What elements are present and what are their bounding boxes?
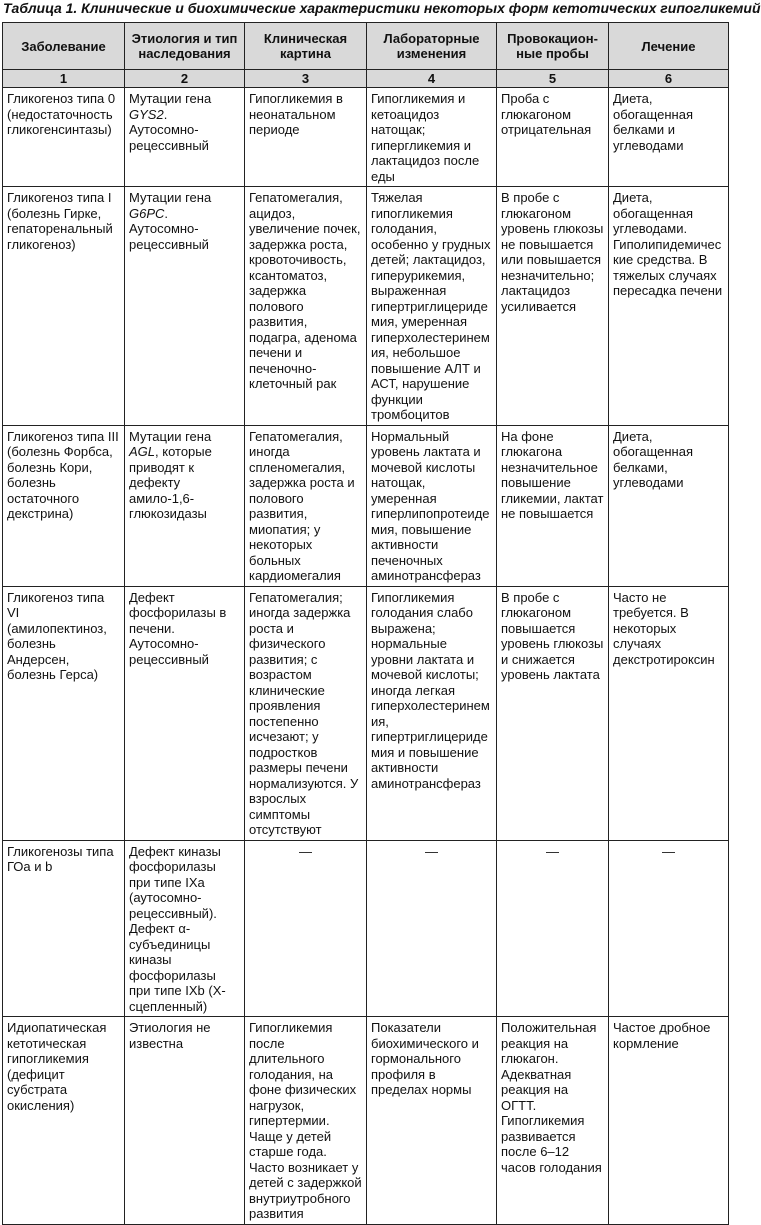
lab-cell: Гипогликемия голодания слабо выражена; нормальные уровни лактата и мочевой кислоты; иногда легкая гиперхолестеринемия, гипертриглицеридемия и повышение активности аминотрансфераз bbox=[367, 586, 497, 840]
treatment-cell: Диета, обогащенная белками и углеводами bbox=[609, 88, 729, 187]
clinical-cell: Гипогликемия после длительного голодания, на фоне физических нагрузок, гипертермии. Чаще у детей старше года. Часто возникает у детей с задержкой внутриутробного развития bbox=[245, 1017, 367, 1225]
tests-cell: Проба с глюкагоном отрицательная bbox=[497, 88, 609, 187]
column-number-row bbox=[3, 70, 729, 88]
table-row bbox=[3, 586, 729, 840]
etiology-cell bbox=[125, 88, 245, 187]
table-row bbox=[3, 1017, 729, 1225]
column-number: 4 bbox=[367, 70, 497, 88]
column-number: 3 bbox=[245, 70, 367, 88]
gene-name: G6PC bbox=[129, 205, 165, 221]
table-caption: Таблица 1. Клинические и биохимические характеристики некоторых форм кетотических гипогликемий bbox=[3, 0, 761, 16]
header-disease: Заболевание bbox=[3, 23, 125, 70]
etiology-prefix: Мутации гена bbox=[129, 428, 212, 444]
lab-cell: Тяжелая гипогликемия голодания, особенно у грудных детей; лактацидоз, гиперурикемия, выраженная гипертриглицеридемия, умеренная гиперхолестеринемия, небольшое повышение АЛТ и АСТ, нарушение функции тромбоцитов bbox=[367, 187, 497, 426]
gene-name: GYS2 bbox=[129, 106, 164, 122]
etiology-suffix: , которые приводят к дефекту амило-1,6-глюкозидазы bbox=[129, 444, 212, 521]
header-lab: Лабораторные изменения bbox=[367, 23, 497, 70]
lab-cell: Нормальный уровень лактата и мочевой кислоты натощак, умеренная гиперлипопротеидемия, повышение активности печеночных аминотрансфераз bbox=[367, 425, 497, 586]
etiology-prefix: Дефект фосфорилазы в печени. Аутосомно-рецессивный bbox=[129, 589, 227, 667]
clinical-cell: Гепатомегалия, ацидоз, увеличение почек, задержка роста, кровоточивость, ксантоматоз, задержка полового развития, подагра, аденома печени и печеночно-клеточный рак bbox=[245, 187, 367, 426]
column-number: 5 bbox=[497, 70, 609, 88]
disease-cell: Гликогеноз типа III (болезнь Форбса, болезнь Кори, болезнь остаточного декстрина) bbox=[3, 425, 125, 586]
clinical-cell: Гипогликемия в неонатальном периоде bbox=[245, 88, 367, 187]
clinical-cell: Гепатомегалия, иногда спленомегалия, задержка роста и полового развития, миопатия; у некоторых больных кардиомегалия bbox=[245, 425, 367, 586]
table-row bbox=[3, 88, 729, 187]
etiology-prefix: Мутации гена bbox=[129, 91, 212, 106]
etiology-cell bbox=[125, 840, 245, 1017]
etiology-cell bbox=[125, 187, 245, 426]
treatment-cell: Часто не требуется. В некоторых случаях декстротироксин bbox=[609, 586, 729, 840]
lab-cell: Показатели биохимического и гормонального профиля в пределах нормы bbox=[367, 1017, 497, 1225]
tests-cell: В пробе с глюкагоном повышается уровень глюкозы и снижается уровень лактата bbox=[497, 586, 609, 840]
hypoglycemia-table bbox=[2, 22, 729, 1225]
treatment-cell: — bbox=[609, 840, 729, 1017]
etiology-cell bbox=[125, 586, 245, 840]
etiology-prefix: Дефект киназы фосфорилазы при типе IXa (аутосомно-рецессивный). Дефект α-субъединицы киназы фосфорилазы при типе IXb (Х-сцепленный) bbox=[129, 843, 226, 1014]
etiology-suffix: . Аутосомно-рецессивный bbox=[129, 205, 209, 252]
lab-cell: Гипогликемия и кетоацидоз натощак; гипергликемия и лактацидоз после еды bbox=[367, 88, 497, 187]
disease-cell: Гликогеноз типа VI (амилопектиноз, болезнь Андерсен, болезнь Герса) bbox=[3, 586, 125, 840]
header-clinical: Клиническая картина bbox=[245, 23, 367, 70]
table-row bbox=[3, 425, 729, 586]
etiology-suffix: . Аутосомно-рецессивный bbox=[129, 106, 209, 153]
etiology-prefix: Мутации гена bbox=[129, 190, 212, 205]
etiology-cell bbox=[125, 1017, 245, 1225]
column-number: 6 bbox=[609, 70, 729, 88]
treatment-cell: Частое дробное кормление bbox=[609, 1017, 729, 1225]
clinical-cell: — bbox=[245, 840, 367, 1017]
disease-cell: Гликогеноз типа I (болезнь Гирке, гепаторенальный гликогеноз) bbox=[3, 187, 125, 426]
header-etiology: Этиология и тип наследования bbox=[125, 23, 245, 70]
tests-cell: На фоне глюкагона незначительное повышение гликемии, лактат не повышается bbox=[497, 425, 609, 586]
column-number: 2 bbox=[125, 70, 245, 88]
tests-cell: — bbox=[497, 840, 609, 1017]
column-number: 1 bbox=[3, 70, 125, 88]
gene-name: AGL bbox=[129, 444, 156, 459]
table-row bbox=[3, 840, 729, 1017]
disease-cell: Гликогенозы типа ГОа и b bbox=[3, 840, 125, 1017]
tests-cell: В пробе с глюкагоном уровень глюкозы не повышается или повышается незначительно; лактацидоз усиливается bbox=[497, 187, 609, 426]
lab-cell: — bbox=[367, 840, 497, 1017]
disease-cell: Гликогеноз типа 0 (недостаточность гликогенсинтазы) bbox=[3, 88, 125, 187]
etiology-cell bbox=[125, 425, 245, 586]
header-tests: Провокацион-ные пробы bbox=[497, 23, 609, 70]
tests-cell: Положительная реакция на глюкагон. Адекватная реакция на ОГТТ. Гипогликемия развивается после 6–12 часов голодания bbox=[497, 1017, 609, 1225]
header-treatment: Лечение bbox=[609, 23, 729, 70]
treatment-cell: Диета, обогащенная углеводами. Гиполипидемические средства. В тяжелых случаях пересадка печени bbox=[609, 187, 729, 426]
treatment-cell: Диета, обогащенная белками, углеводами bbox=[609, 425, 729, 586]
etiology-prefix: Этиология не известна bbox=[129, 1020, 211, 1051]
header-row bbox=[3, 23, 729, 70]
clinical-cell: Гепатомегалия; иногда задержка роста и физического развития; с возрастом клинические проявления постепенно исчезают; у подростков размеры печени нормализуются. У взрослых симптомы отсутствуют bbox=[245, 586, 367, 840]
table-row bbox=[3, 187, 729, 426]
disease-cell: Идиопатическая кетотическая гипогликемия (дефицит субстрата окисления) bbox=[3, 1017, 125, 1225]
